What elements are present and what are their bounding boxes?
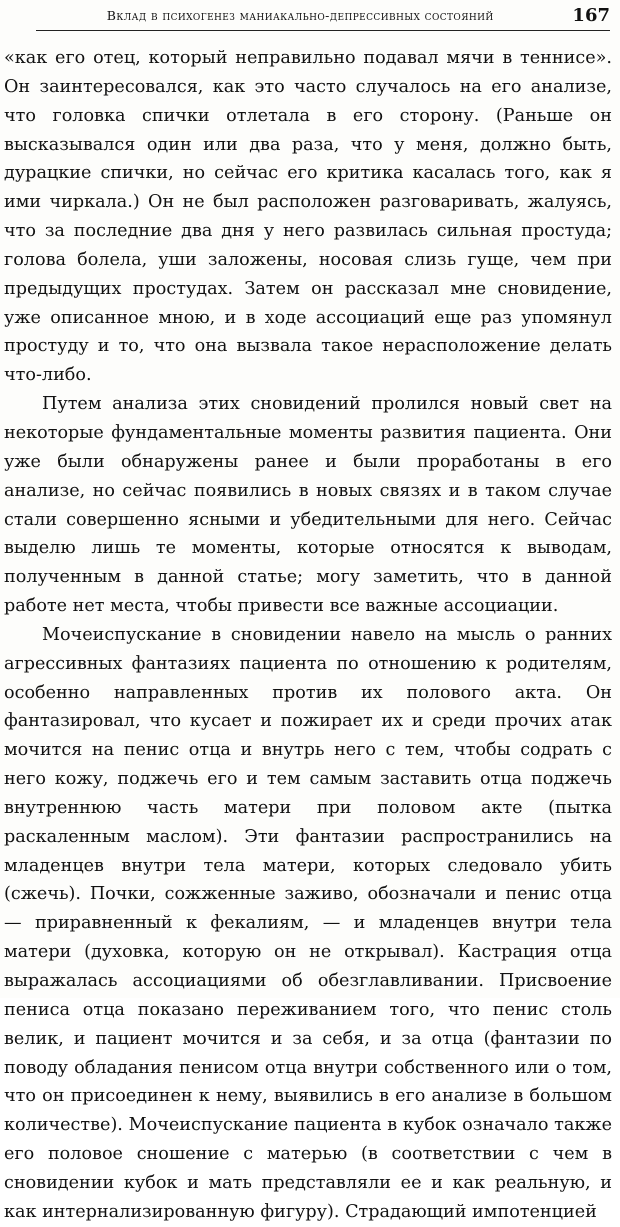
body-text (4, 44, 612, 1227)
paragraph-2: Путем анализа этих сновидений пролился новый свет на некоторые фундаментальные моменты развития пациента. Они уже были обнаружены ранее и были проработаны в его анализе, но сейчас появились в новых связях и в таком случае стали совершенно ясными и убедительными для него. Сейчас выделю лишь те моменты, которые относятся к выводам, полученным в данной статье; могу заметить, что в данной работе нет места, чтобы привести все важные ассоциации. (4, 394, 612, 617)
paragraph-3: Мочеиспускание в сновидении навело на мысль о ранних агрессивных фантазиях пациента по отношению к родителям, особенно направленных против их полового акта. Он фантазировал, что кусает и пожирает их и среди прочих атак мочится на пенис отца и внутрь него с тем, чтобы содрать с него кожу, поджечь его и тем самым заставить отца поджечь внутреннюю часть матери при половом акте (пытка раскаленным маслом). Эти фантазии распространились на младенцев внутри тела матери, которых следовало убить (сжечь). Почки, сожженные заживо, обозначали и пенис отца — приравненный к фекалиям, — и младенцев внутри тела матери (духовка, которую он не открывал). Кастрация отца выражалась ассоциациями об обезглавливании. Присвоение пениса отца показано переживанием того, что пенис столь велик, и пациент мочится и за себя, и за отца (фантазии по поводу обладания пенисом отца внутри собственного или о том, что он присоединен к нему, выявились в его анализе в большом количестве). Мочеиспускание пациента в кубок означало также его половое сношение с матерью (в соответствии с чем в сновидении кубок и мать представляли ее и как реальную, и как интернализированную фигуру). Страдающий импотенцией (4, 624, 612, 1222)
running-title: Вклад в психогенез маниакально-депрессивных состояний (106, 7, 494, 23)
running-header (36, 0, 610, 31)
paragraph-1: «как его отец, который неправильно подавал мячи в теннисе». Он заинтересовался, как это часто случалось на его анализе, что головка спички отлетала в его сторону. (Раньше он высказывался один или два раза, что у меня, должно быть, дурацкие спички, но сейчас его критика касалась того, как я ими чиркала.) Он не был расположен разговаривать, жалуясь, что за последние два дня у него развилась сильная простуда; голова болела, уши заложены, носовая слизь гуще, чем при предыдущих простудах. Затем он рассказал мне сновидение, уже описанное мною, и в ходе ассоциаций еще раз упомянул простуду и то, что она вызвала такое нерасположение делать что-либо. (4, 48, 612, 386)
page-number: 167 (572, 4, 610, 26)
